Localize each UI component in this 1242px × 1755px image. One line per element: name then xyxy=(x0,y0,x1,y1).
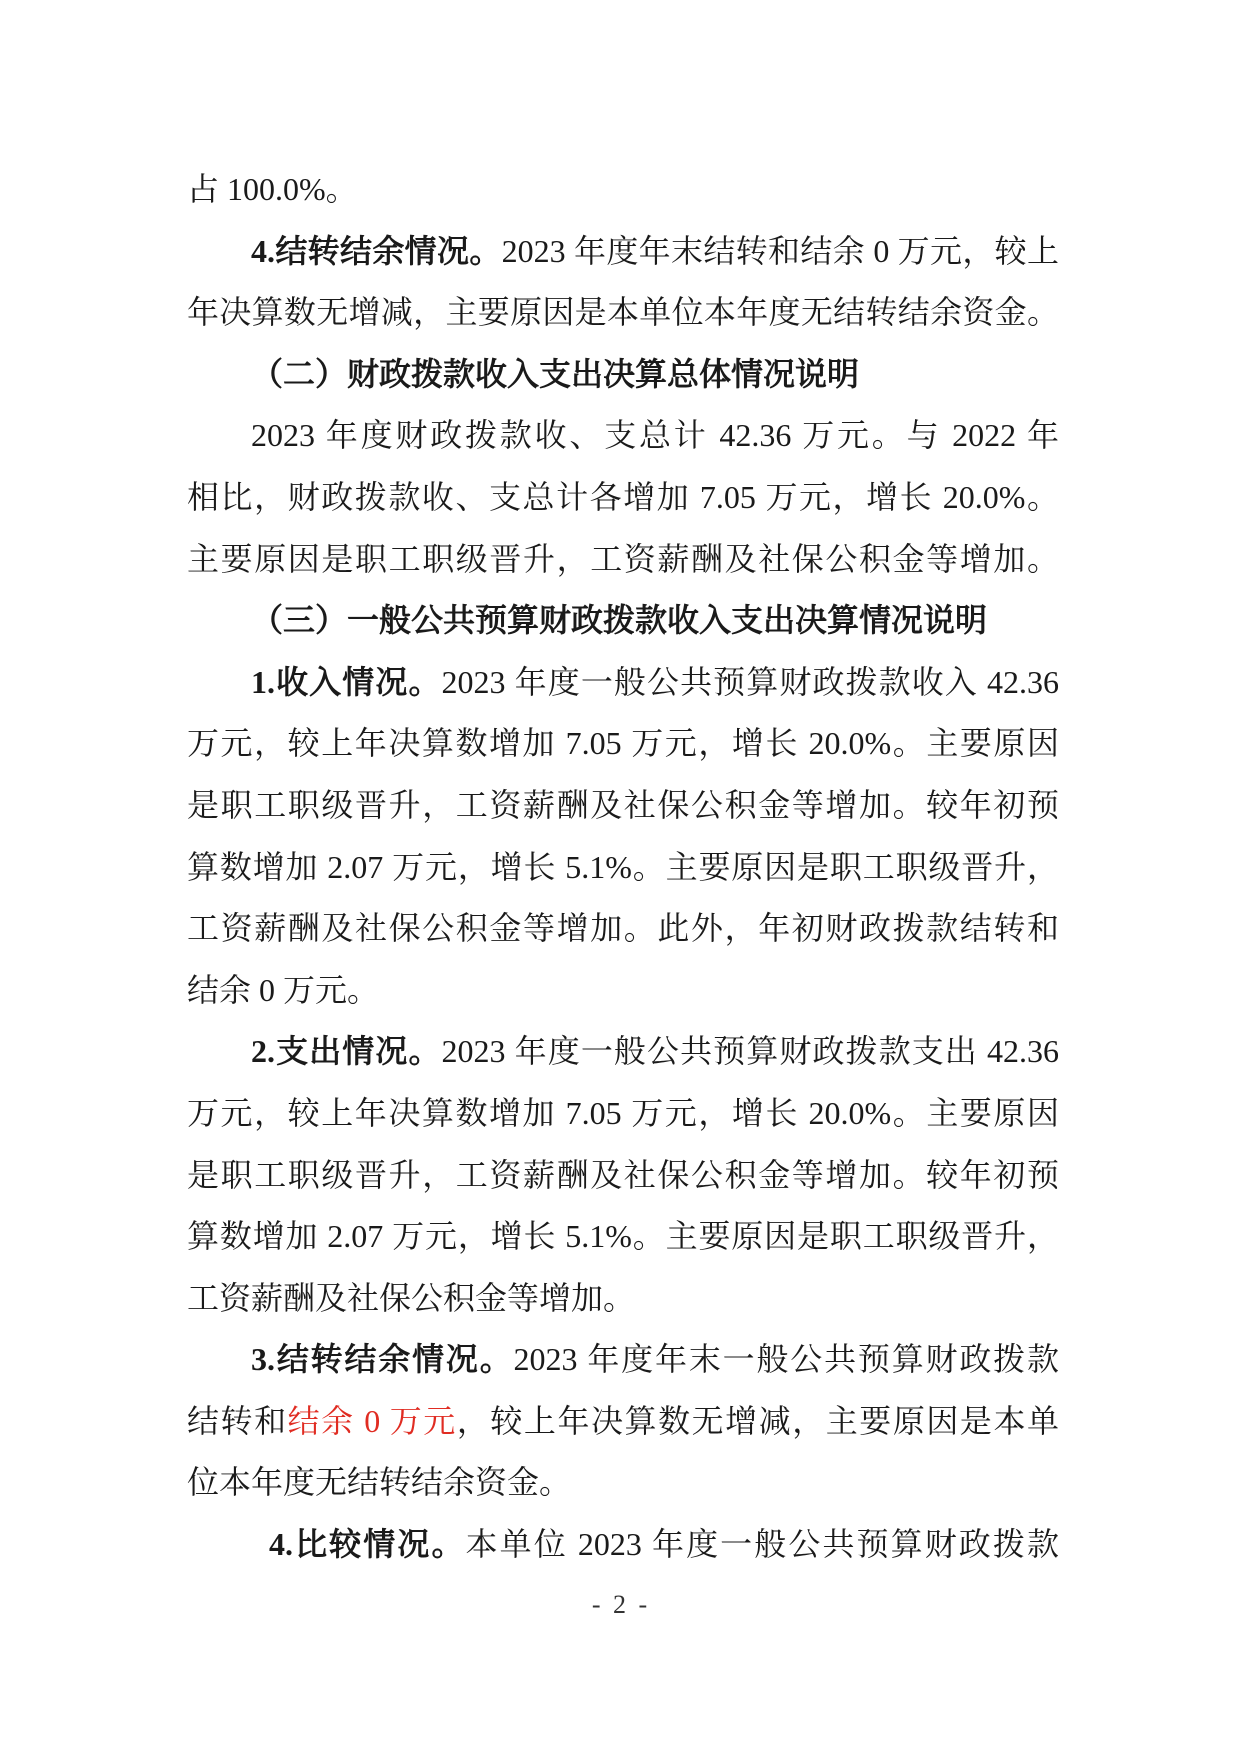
paragraph-carryover-line-1 xyxy=(187,221,1059,283)
paragraph-text: 是职工职级晋升，工资薪酬及社保公积金等增加。较年初预 xyxy=(187,786,1059,823)
section2-line-1 xyxy=(187,405,1059,467)
section2-line-3 xyxy=(187,529,1059,591)
paragraph-text: 相比，财政拨款收、支总计各增加 7.05 万元，增长 20.0%。 xyxy=(187,478,1059,515)
paragraph-text: 主要原因是职工职级晋升，工资薪酬及社保公积金等增加。 xyxy=(187,540,1059,577)
paragraph-text: 结转和 xyxy=(187,1402,288,1439)
text-line xyxy=(187,159,1059,221)
paragraph-carryover-line-2 xyxy=(187,282,1059,344)
paragraph-text: 本单位 2023 年度一般公共预算财政拨款 xyxy=(465,1526,1059,1563)
gp-carryover-line-1 xyxy=(187,1329,1059,1391)
expenditure-line-3 xyxy=(187,1145,1059,1207)
paragraph-text: 年决算数无增减，主要原因是本单位本年度无结转结余资金。 xyxy=(187,294,1059,331)
income-line-6 xyxy=(187,960,1059,1022)
paragraph-label: 4.比较情况。 xyxy=(269,1526,466,1563)
paragraph-text: 2023 年度年末一般公共预算财政拨款 xyxy=(513,1341,1059,1378)
income-line-1 xyxy=(187,652,1059,714)
expenditure-line-4 xyxy=(187,1206,1059,1268)
paragraph-text: 算数增加 2.07 万元，增长 5.1%。主要原因是职工职级晋升， xyxy=(187,848,1059,885)
income-line-3 xyxy=(187,775,1059,837)
paragraph-text: 2023 年度年末结转和结余 0 万元，较上 xyxy=(501,232,1059,269)
paragraph-text: ，较上年决算数无增减，主要原因是本单 xyxy=(456,1402,1059,1439)
paragraph-text: 工资薪酬及社保公积金等增加。 xyxy=(187,1279,636,1316)
highlighted-text: 结余 0 万元 xyxy=(287,1402,457,1439)
paragraph-label: 4.结转结余情况。 xyxy=(251,232,502,269)
income-line-4 xyxy=(187,837,1059,899)
gp-carryover-line-2 xyxy=(187,1391,1059,1453)
section-heading-text: （二）财政拨款收入支出决算总体情况说明 xyxy=(251,355,860,392)
income-line-2 xyxy=(187,713,1059,775)
section-heading-text: （三）一般公共预算财政拨款收入支出决算情况说明 xyxy=(251,602,988,639)
expenditure-line-2 xyxy=(187,1083,1059,1145)
paragraph-text: 万元，较上年决算数增加 7.05 万元，增长 20.0%。主要原因 xyxy=(187,1094,1059,1131)
page-number: - 2 - xyxy=(591,1590,651,1619)
paragraph-text: 2023 年度一般公共预算财政拨款收入 42.36 xyxy=(441,663,1059,700)
paragraph-text: 是职工职级晋升，工资薪酬及社保公积金等增加。较年初预 xyxy=(187,1156,1059,1193)
body-text xyxy=(187,159,1059,1576)
expenditure-line-5 xyxy=(187,1268,1059,1330)
paragraph-text: 工资薪酬及社保公积金等增加。此外，年初财政拨款结转和 xyxy=(187,910,1059,947)
continuation-text: 占 100.0%。 xyxy=(187,171,358,207)
paragraph-label: 1.收入情况。 xyxy=(251,663,442,700)
expenditure-line-1 xyxy=(187,1021,1059,1083)
paragraph-text: 2023 年度一般公共预算财政拨款支出 42.36 xyxy=(441,1033,1059,1070)
section2-line-2 xyxy=(187,467,1059,529)
paragraph-label: 3.结转结余情况。 xyxy=(251,1341,514,1378)
paragraph-label: 2.支出情况。 xyxy=(251,1033,442,1070)
gp-carryover-line-3 xyxy=(187,1452,1059,1514)
paragraph-text: 算数增加 2.07 万元，增长 5.1%。主要原因是职工职级晋升， xyxy=(187,1218,1059,1255)
paragraph-text: 2023 年度财政拨款收、支总计 42.36 万元。与 2022 年 xyxy=(251,417,1059,454)
section-heading xyxy=(187,590,1059,652)
paragraph-text: 结余 0 万元。 xyxy=(187,971,380,1008)
comparison-line-1 xyxy=(187,1514,1059,1576)
section-heading xyxy=(187,344,1059,406)
paragraph-text: 位本年度无结转结余资金。 xyxy=(187,1464,572,1501)
income-line-5 xyxy=(187,898,1059,960)
paragraph-text: 万元，较上年决算数增加 7.05 万元，增长 20.0%。主要原因 xyxy=(187,725,1059,762)
